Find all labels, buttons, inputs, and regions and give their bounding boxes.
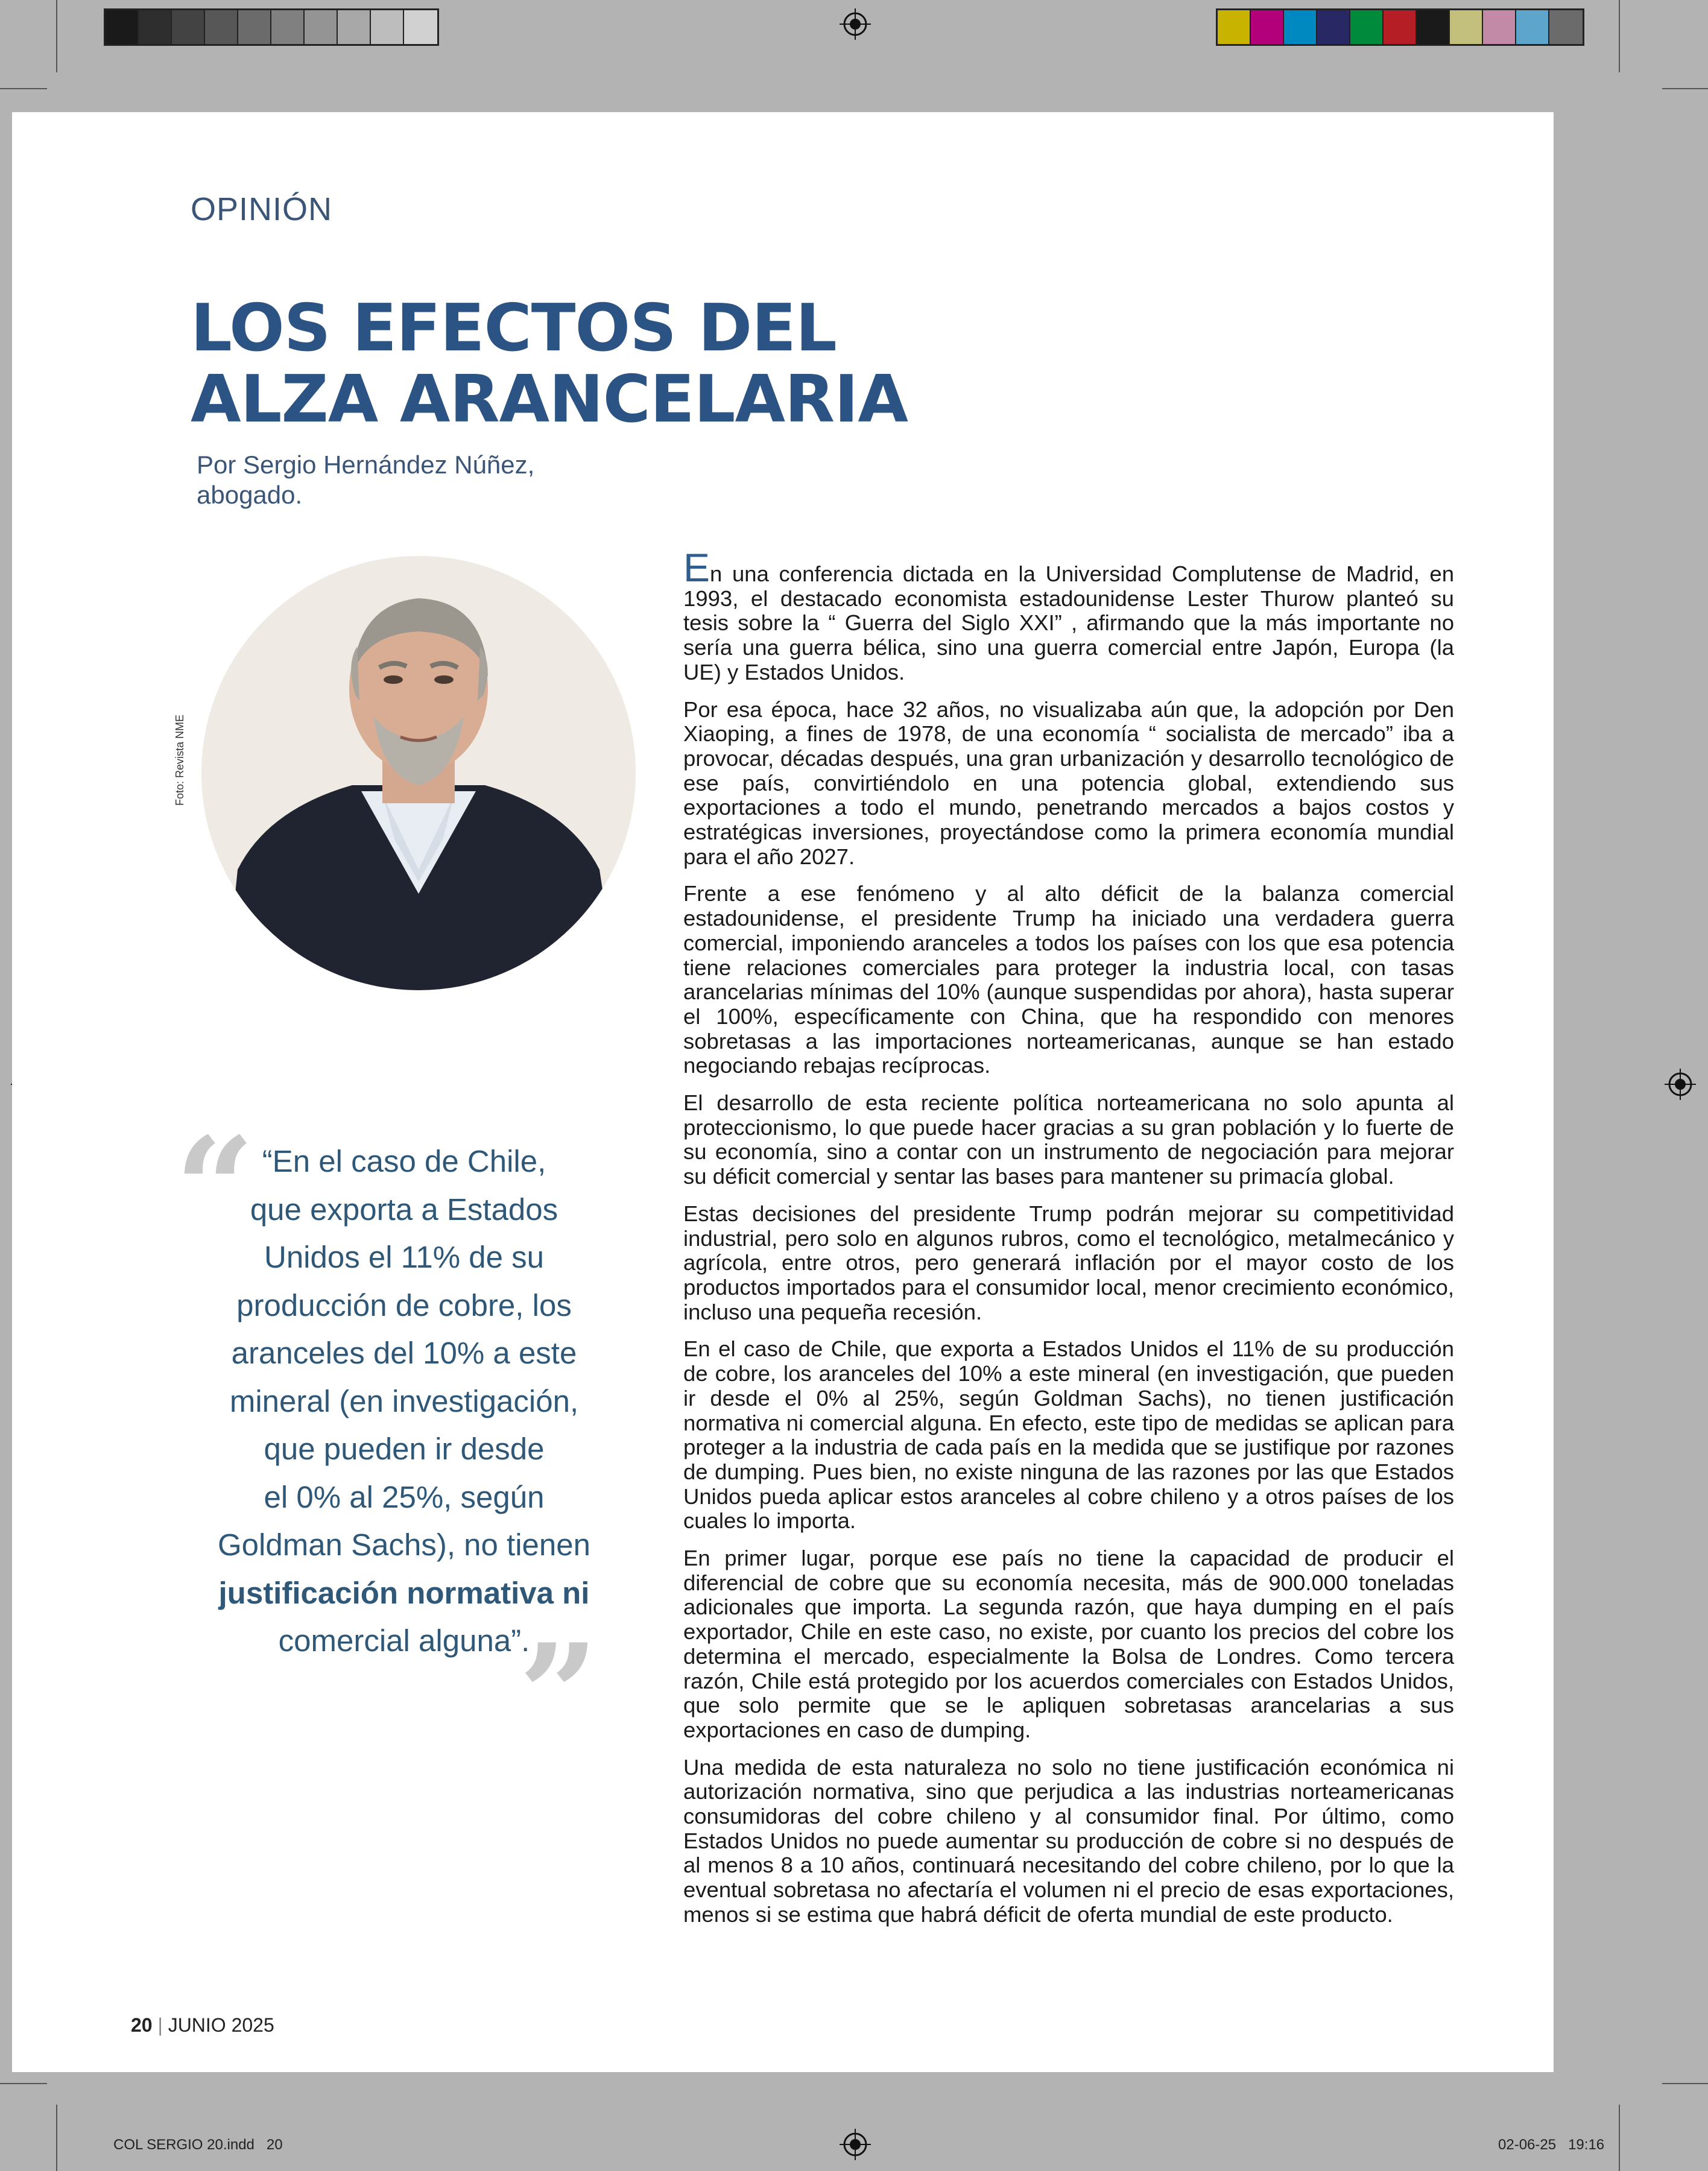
color-swatch	[1218, 10, 1251, 44]
crop-mark	[1619, 0, 1620, 72]
color-swatch	[1417, 10, 1450, 44]
headline-line: LOS EFECTOS DEL	[191, 291, 837, 366]
folio-separator: |	[157, 2014, 163, 2036]
pull-quote-line: justificación normativa ni	[218, 1575, 590, 1610]
article-paragraph: Estas decisiones del presidente Trump podrán mejorar su competitividad industrial, pero solo en algunos rubros, como el tecnológico, metalmecánico y agrícola, entre otros, pero generará inflación por el mayor costo de los productos importados para el consumidor local, menor crecimiento económico, incluso una pequeña recesión.	[683, 1201, 1454, 1324]
color-swatch	[1516, 10, 1549, 44]
registration-mark-icon	[1665, 1069, 1696, 1100]
pull-quote-line: Unidos el 11% de su	[264, 1240, 544, 1274]
pull-quote-line: el 0% al 25%, según	[264, 1479, 545, 1514]
color-swatch	[172, 10, 205, 44]
color-swatch	[305, 10, 338, 44]
page-number: 20	[131, 2014, 153, 2036]
print-datetime: 02-06-25 19:16	[1498, 2137, 1605, 2153]
color-swatch	[1317, 10, 1350, 44]
color-swatch	[1549, 10, 1583, 44]
article-body	[683, 545, 1454, 1940]
color-swatch	[338, 10, 371, 44]
color-swatch	[271, 10, 305, 44]
pull-quote-line: “En el caso de Chile,	[262, 1144, 546, 1178]
registration-mark-icon	[840, 8, 871, 40]
color-swatch	[371, 10, 404, 44]
color-swatch	[1483, 10, 1516, 44]
registration-mark-icon	[840, 2129, 871, 2160]
crop-mark	[1662, 88, 1708, 89]
byline-role: abogado.	[197, 481, 303, 509]
page-folio	[131, 2014, 274, 2037]
pull-quote-line: producción de cobre, los	[236, 1288, 572, 1323]
article-paragraph: Una medida de esta naturaleza no solo no tiene justificación económica ni autorización normativa, sino que perjudica a las industrias norteamericanas consumidoras del cobre chileno y al consumidor final. Por último, como Estados Unidos no puede aumentar su producción de cobre si no después de al menos 8 a 10 años, continuará necesitando del cobre chileno, por lo que la eventual sobretasa no afectaría el volumen ni el precio de esas exportaciones, menos si se estima que habrá déficit de oferta mundial de este producto.	[683, 1754, 1454, 1927]
byline-author: Por Sergio Hernández Núñez,	[197, 450, 535, 479]
crop-mark	[56, 0, 57, 72]
article-paragraph: Frente a ese fenómeno y al alto déficit de la balanza comercial estadounidense, el presidente Trump ha iniciado una verdadera guerra comercial, imponiendo aranceles a todos los países con los que esa potencia tiene relaciones comerciales para proteger la industria local, con tasas arancelarias mínimas del 10% (aunque suspendidas por ahora), hasta superar el 100%, específicamente con China, que ha respondido con menores sobretasas a las importaciones norteamericanas, aunque se han estado negociando rebajas recíprocas.	[683, 881, 1454, 1078]
byline	[197, 450, 534, 510]
file-slug: COL SERGIO 20.indd 20	[113, 2137, 283, 2153]
close-quote-icon: ”	[519, 1614, 599, 1777]
crop-mark	[1662, 2083, 1708, 2084]
color-swatch	[1350, 10, 1384, 44]
pull-quote-line: que exporta a Estados	[250, 1192, 558, 1227]
color-swatch	[205, 10, 238, 44]
color-swatch	[139, 10, 172, 44]
color-swatch	[1251, 10, 1284, 44]
article-paragraph: En primer lugar, porque ese país no tiene la capacidad de producir el diferencial de cobre que su economía necesita, más de 900.000 toneladas adicionales que importa. La segunda razón, que haya dumping en el país exportador, Chile en este caso, no existe, por cuanto los precios del cobre los determina el mercado, especialmente la Bolsa de Londres. Como tercera razón, Chile está protegido por los acuerdos comerciales con Estados Unidos, que solo permite que se le apliquen sobretasas arancelarias a sus exportaciones en caso de dumping.	[683, 1546, 1454, 1742]
color-swatch	[1284, 10, 1317, 44]
author-portrait	[201, 556, 636, 990]
process-color-bar	[1216, 8, 1584, 46]
crop-mark	[56, 2105, 57, 2171]
gray-color-bar	[104, 8, 439, 46]
pull-quote	[193, 1137, 615, 1665]
article-paragraph: En una conferencia dictada en la Universidad Complutense de Madrid, en 1993, el destacado economista estadounidense Lester Thurow planteó su tesis sobre la “ Guerra del Siglo XXI” , afirmando que la más importante no sería una guerra bélica, sino una guerra comercial entre Japón, Europa (la UE) y Estados Unidos.	[683, 545, 1454, 684]
pull-quote-line: mineral (en investigación,	[229, 1383, 579, 1418]
photo-credit: Foto: Revista NME	[174, 714, 186, 806]
color-swatch	[404, 10, 437, 44]
crop-mark	[0, 2083, 47, 2084]
color-swatch	[1384, 10, 1417, 44]
article-headline	[191, 293, 908, 435]
issue-date: JUNIO 2025	[168, 2014, 274, 2036]
color-swatch	[106, 10, 139, 44]
pull-quote-line: comercial alguna”.	[278, 1623, 530, 1658]
pull-quote-line: aranceles del 10% a este	[231, 1336, 577, 1370]
article-paragraph: El desarrollo de esta reciente política norteamericana no solo apunta al proteccionismo, lo que puede hacer gracias a su gran población y lo fuerte de su economía, sino a contar con un instrumento de negociación para mejorar su déficit comercial y sentar las bases para mantener su primacía global.	[683, 1090, 1454, 1189]
open-quote-icon: “	[175, 1107, 255, 1270]
section-label: OPINIÓN	[191, 191, 333, 227]
crop-mark	[1619, 2105, 1620, 2171]
crop-mark	[0, 88, 47, 89]
drop-cap: E	[683, 545, 710, 590]
article-paragraph: Por esa época, hace 32 años, no visualizaba aún que, la adopción por Den Xiaoping, a fines de 1978, de una economía “ socialista de mercado” iba a provocar, décadas después, una gran urbanización y desarrollo tecnológico de ese país, convirtiéndolo en una potencia global, extendiendo sus exportaciones a todo el mundo, penetrando mercados a bajos costos y estratégicas inversiones, proyectándose como la primera economía mundial para el año 2027.	[683, 697, 1454, 869]
author-portrait-illustration	[201, 556, 636, 990]
color-swatch	[238, 10, 271, 44]
color-swatch	[1450, 10, 1483, 44]
magazine-page	[12, 112, 1554, 2072]
headline-line: ALZA ARANCELARIA	[191, 362, 908, 437]
pull-quote-line: Goldman Sachs), no tienen	[217, 1528, 591, 1562]
article-paragraph: En el caso de Chile, que exporta a Estados Unidos el 11% de su producción de cobre, los aranceles del 10% a este mineral (en investigación, que pueden ir desde el 0% al 25%, según Goldman Sachs), no tienen justificación normativa ni comercial alguna. En efecto, este tipo de medidas se aplican para proteger a la industria de cada país en la medida que se justifique por razones de dumping. Pues bien, no existe ninguna de las razones por las que Estados Unidos pueda aplicar estos aranceles al cobre chileno y a otros países de los cuales lo importa.	[683, 1336, 1454, 1534]
pull-quote-line: que pueden ir desde	[264, 1432, 545, 1466]
